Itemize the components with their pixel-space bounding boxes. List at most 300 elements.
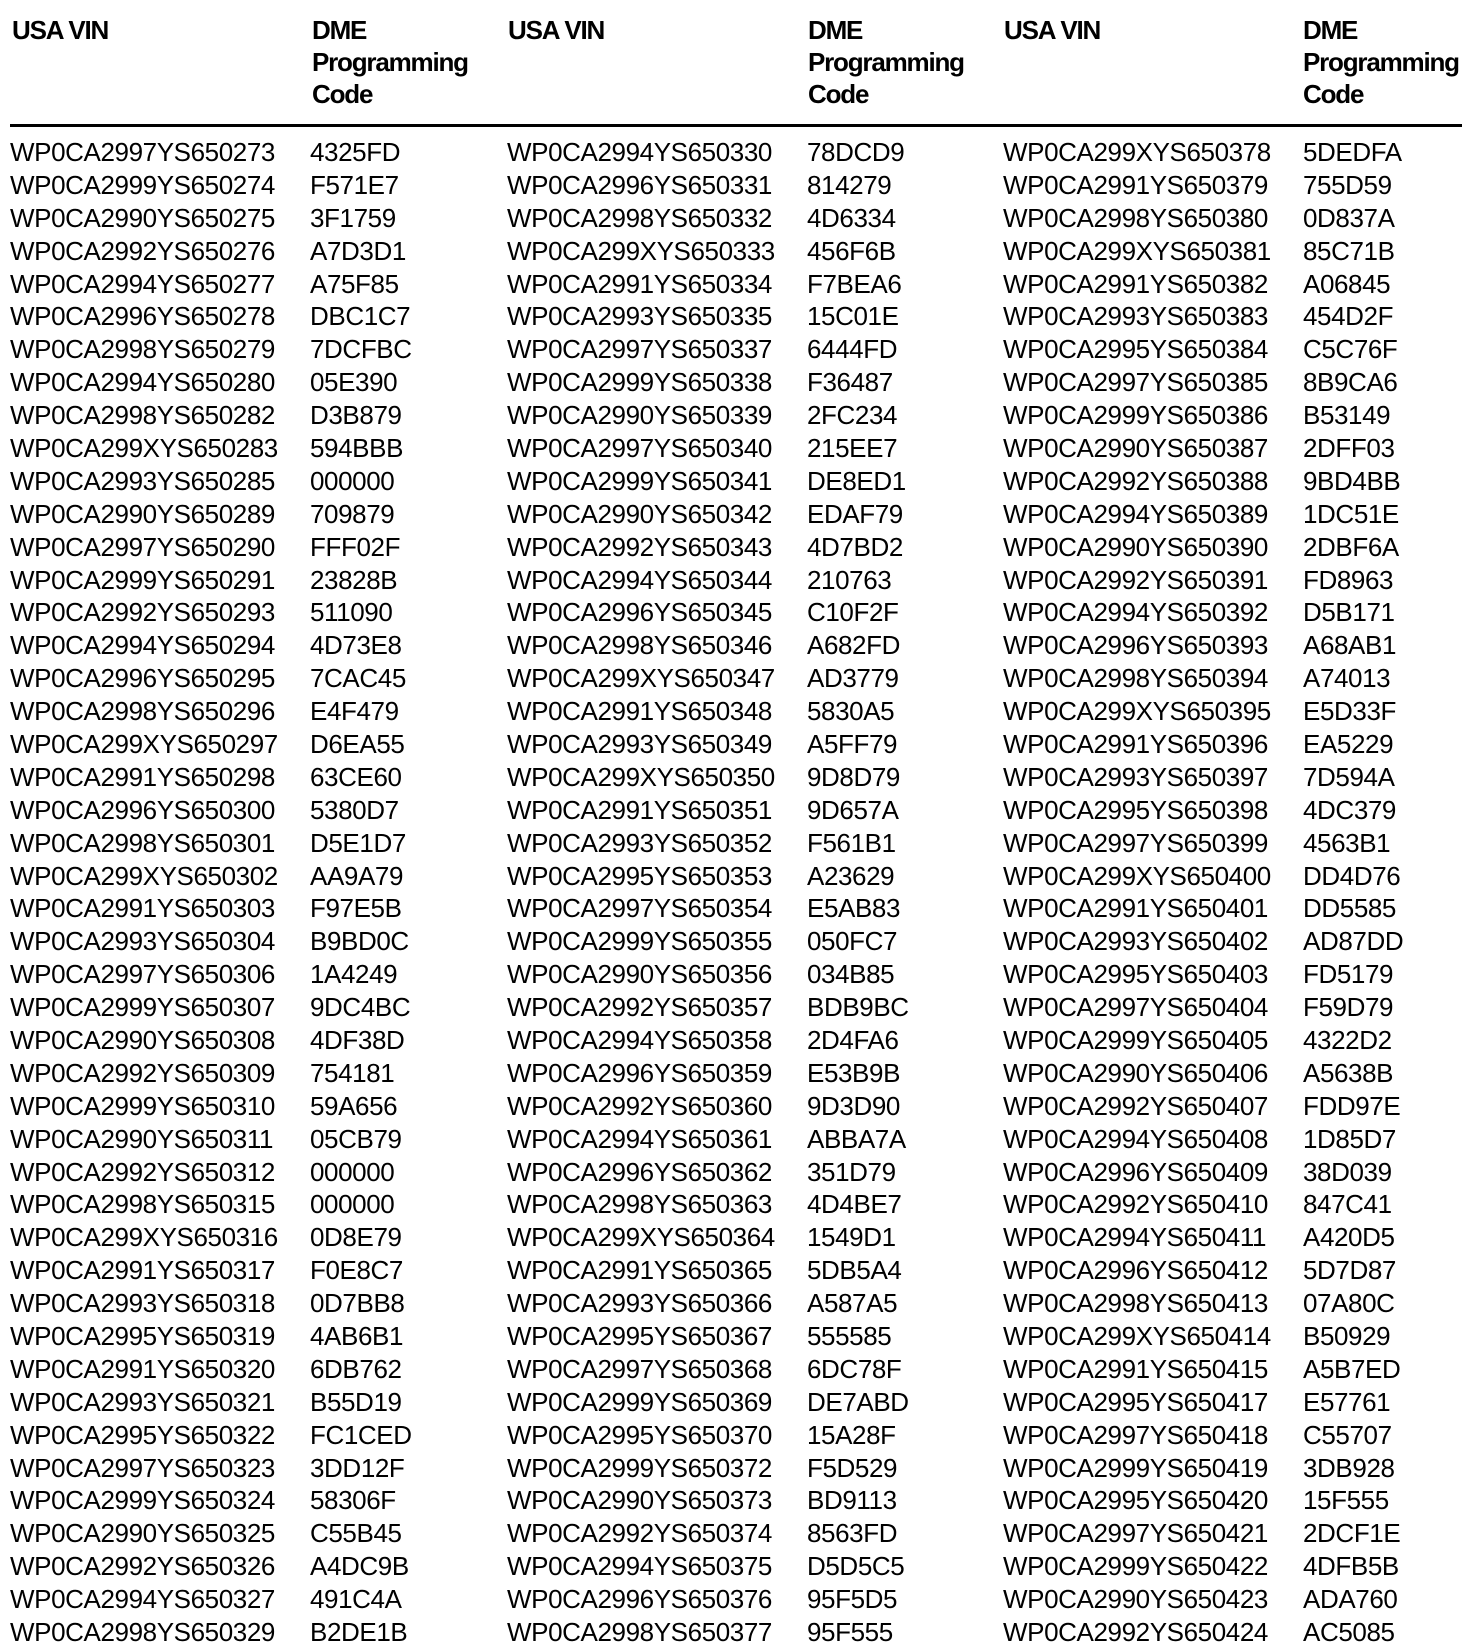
vin-cell: WP0CA2995YS650353 — [507, 860, 772, 891]
table-row — [10, 333, 490, 366]
table-row — [10, 366, 490, 399]
dme-code-cell: 05E390 — [310, 367, 398, 398]
dme-code-cell: B55D19 — [310, 1386, 402, 1417]
vin-cell: WP0CA2993YS650349 — [507, 728, 772, 759]
vin-cell: WP0CA2990YS650423 — [1003, 1584, 1268, 1615]
dme-code-cell: FDD97E — [1303, 1090, 1401, 1121]
table-row — [10, 1583, 490, 1616]
dme-code-cell: F0E8C7 — [310, 1255, 403, 1286]
vin-cell: WP0CA2996YS650409 — [1003, 1156, 1268, 1187]
table-row — [10, 235, 490, 268]
table-row — [1003, 695, 1472, 728]
header-usa-vin: USA VIN — [1004, 15, 1101, 45]
table-row — [1003, 1452, 1472, 1485]
vin-cell: WP0CA2998YS650377 — [507, 1617, 772, 1648]
table-row — [10, 1189, 490, 1222]
table-row — [507, 1189, 987, 1222]
table-row — [1003, 1616, 1472, 1649]
dme-code-cell: 5830A5 — [807, 696, 895, 727]
table-row — [10, 1485, 490, 1518]
dme-code-cell: 814279 — [807, 169, 892, 200]
table-row — [507, 1386, 987, 1419]
vin-cell: WP0CA2998YS650380 — [1003, 202, 1268, 233]
dme-code-cell: 7DCFBC — [310, 334, 412, 365]
dme-code-cell: F59D79 — [1303, 992, 1394, 1023]
dme-code-cell: 2D4FA6 — [807, 1024, 899, 1055]
dme-code-cell: 709879 — [310, 498, 395, 529]
vin-cell: WP0CA2995YS650322 — [10, 1419, 275, 1450]
vin-cell: WP0CA2997YS650337 — [507, 334, 772, 365]
table-row — [507, 991, 987, 1024]
table-row — [1003, 498, 1472, 531]
dme-code-cell: B53149 — [1303, 400, 1391, 431]
table-row — [10, 564, 490, 597]
table-row — [507, 629, 987, 662]
vin-cell: WP0CA2991YS650317 — [10, 1255, 275, 1286]
vin-cell: WP0CA2999YS650419 — [1003, 1452, 1268, 1483]
vin-cell: WP0CA2993YS650402 — [1003, 926, 1268, 957]
vin-cell: WP0CA299XYS650395 — [1003, 696, 1271, 727]
table-row — [10, 1254, 490, 1287]
table-row — [10, 827, 490, 860]
table-row — [1003, 399, 1472, 432]
vin-cell: WP0CA2998YS650394 — [1003, 663, 1268, 694]
table-row — [10, 1386, 490, 1419]
vin-cell: WP0CA2998YS650413 — [1003, 1288, 1268, 1319]
vin-cell: WP0CA299XYS650283 — [10, 432, 278, 463]
dme-code-cell: FC1CED — [310, 1419, 412, 1450]
dme-code-cell: 95F5D5 — [807, 1584, 898, 1615]
table-row — [1003, 1156, 1472, 1189]
vin-cell: WP0CA2993YS650321 — [10, 1386, 275, 1417]
header-dme-programming-code: DME Programming Code — [808, 15, 964, 109]
vin-cell: WP0CA299XYS650381 — [1003, 235, 1271, 266]
dme-code-cell: 5DEDFA — [1303, 136, 1402, 167]
table-row — [507, 892, 987, 925]
table-row — [507, 498, 987, 531]
dme-code-cell: E57761 — [1303, 1386, 1391, 1417]
table-row — [10, 958, 490, 991]
table-row — [507, 1320, 987, 1353]
dme-code-cell: F561B1 — [807, 827, 896, 858]
dme-code-cell: A420D5 — [1303, 1222, 1395, 1253]
vin-cell: WP0CA2999YS650324 — [10, 1485, 275, 1516]
vin-cell: WP0CA299XYS650333 — [507, 235, 775, 266]
table-row — [1003, 531, 1472, 564]
dme-code-cell: 5DB5A4 — [807, 1255, 902, 1286]
header-dme-programming-code: DME Programming Code — [312, 15, 468, 109]
dme-code-cell: 0D8E79 — [310, 1222, 402, 1253]
table-row — [507, 169, 987, 202]
vin-cell: WP0CA2994YS650375 — [507, 1551, 772, 1582]
vin-cell: WP0CA2999YS650310 — [10, 1090, 275, 1121]
table-row — [1003, 991, 1472, 1024]
table-row — [10, 531, 490, 564]
vin-cell: WP0CA2994YS650392 — [1003, 597, 1268, 628]
vin-cell: WP0CA2995YS650417 — [1003, 1386, 1268, 1417]
vin-cell: WP0CA2995YS650420 — [1003, 1485, 1268, 1516]
dme-code-cell: 2DBF6A — [1303, 531, 1399, 562]
table-row — [507, 860, 987, 893]
vin-cell: WP0CA2992YS650374 — [507, 1518, 772, 1549]
dme-code-cell: 9D8D79 — [807, 761, 900, 792]
dme-code-cell: D5D5C5 — [807, 1551, 905, 1582]
table-row — [1003, 827, 1472, 860]
dme-code-cell: 63CE60 — [310, 761, 402, 792]
vin-cell: WP0CA2998YS650329 — [10, 1617, 275, 1648]
dme-code-cell: 000000 — [310, 1189, 395, 1220]
table-row — [10, 465, 490, 498]
dme-code-cell: B2DE1B — [310, 1617, 408, 1648]
table-row — [1003, 629, 1472, 662]
dme-code-cell: D5E1D7 — [310, 827, 406, 858]
vin-cell: WP0CA2992YS650424 — [1003, 1617, 1268, 1648]
dme-code-cell: 511090 — [310, 597, 393, 628]
table-row — [1003, 1320, 1472, 1353]
vin-cell: WP0CA2992YS650276 — [10, 235, 275, 266]
vin-cell: WP0CA2999YS650369 — [507, 1386, 772, 1417]
table-row — [507, 794, 987, 827]
vin-cell: WP0CA299XYS650400 — [1003, 860, 1271, 891]
vin-cell: WP0CA2996YS650345 — [507, 597, 772, 628]
vin-cell: WP0CA2997YS650354 — [507, 893, 772, 924]
dme-code-cell: DE7ABD — [807, 1386, 909, 1417]
dme-code-cell: 847C41 — [1303, 1189, 1392, 1220]
vin-cell: WP0CA2995YS650367 — [507, 1321, 772, 1351]
table-row — [507, 465, 987, 498]
dme-code-cell: 4DC379 — [1303, 794, 1396, 825]
table-row — [1003, 1550, 1472, 1583]
vin-cell: WP0CA2992YS650360 — [507, 1090, 772, 1121]
dme-code-cell: A7D3D1 — [310, 235, 406, 266]
vin-cell: WP0CA299XYS650378 — [1003, 136, 1271, 167]
table-row — [507, 268, 987, 301]
vin-cell: WP0CA2992YS650293 — [10, 597, 275, 628]
dme-code-cell: E5D33F — [1303, 696, 1396, 727]
vin-cell: WP0CA2997YS650399 — [1003, 827, 1268, 858]
vin-cell: WP0CA2991YS650382 — [1003, 268, 1268, 299]
dme-code-cell: 1D85D7 — [1303, 1123, 1396, 1154]
table-row — [507, 827, 987, 860]
dme-code-cell: A5638B — [1303, 1057, 1394, 1088]
vin-cell: WP0CA2998YS650363 — [507, 1189, 772, 1220]
dme-code-cell: 15A28F — [807, 1419, 896, 1450]
dme-code-cell: 594BBB — [310, 432, 404, 463]
vin-cell: WP0CA2992YS650407 — [1003, 1090, 1268, 1121]
vin-cell: WP0CA2999YS650355 — [507, 926, 772, 957]
dme-code-cell: 456F6B — [807, 235, 896, 266]
table-row — [10, 1550, 490, 1583]
vin-cell: WP0CA2997YS650306 — [10, 959, 275, 990]
table-row — [507, 1123, 987, 1156]
vin-cell: WP0CA2994YS650361 — [507, 1123, 772, 1154]
dme-code-cell: 1DC51E — [1303, 498, 1399, 529]
dme-code-cell: B50929 — [1303, 1321, 1391, 1351]
vin-cell: WP0CA2994YS650330 — [507, 136, 772, 167]
vin-cell: WP0CA2990YS650342 — [507, 498, 772, 529]
vin-cell: WP0CA2994YS650280 — [10, 367, 275, 398]
dme-code-cell: A75F85 — [310, 268, 399, 299]
vin-cell: WP0CA2994YS650411 — [1003, 1222, 1267, 1253]
table-row — [507, 1616, 987, 1649]
dme-code-cell: 4DFB5B — [1303, 1551, 1399, 1582]
table-row — [507, 1353, 987, 1386]
dme-code-cell: 050FC7 — [807, 926, 898, 957]
table-row — [507, 1057, 987, 1090]
table-row — [507, 564, 987, 597]
table-row — [1003, 432, 1472, 465]
table-row — [10, 1123, 490, 1156]
dme-code-cell: 15C01E — [807, 301, 899, 332]
vin-cell: WP0CA2990YS650289 — [10, 498, 275, 529]
table-row — [1003, 1386, 1472, 1419]
dme-code-cell: 4D4BE7 — [807, 1189, 902, 1220]
table-row — [10, 1517, 490, 1550]
table-row — [507, 695, 987, 728]
table-row — [1003, 300, 1472, 333]
vin-cell: WP0CA2991YS650379 — [1003, 169, 1268, 200]
dme-code-cell: C5C76F — [1303, 334, 1398, 365]
table-column-block — [1003, 136, 1472, 1649]
dme-code-cell: 454D2F — [1303, 301, 1394, 332]
dme-code-cell: 000000 — [310, 465, 395, 496]
table-row — [1003, 596, 1472, 629]
table-row — [1003, 235, 1472, 268]
dme-code-cell: 4D6334 — [807, 202, 896, 233]
table-row — [10, 1452, 490, 1485]
dme-code-cell: 3F1759 — [310, 202, 396, 233]
vin-cell: WP0CA2996YS650359 — [507, 1057, 772, 1088]
vin-cell: WP0CA2997YS650323 — [10, 1452, 275, 1483]
dme-code-cell: 4DF38D — [310, 1024, 405, 1055]
table-row — [507, 1419, 987, 1452]
dme-code-cell: AC5085 — [1303, 1617, 1395, 1648]
table-row — [1003, 892, 1472, 925]
dme-code-cell: 754181 — [310, 1057, 395, 1088]
dme-code-cell: 9BD4BB — [1303, 465, 1401, 496]
table-row — [1003, 136, 1472, 169]
table-row — [10, 925, 490, 958]
dme-code-cell: F7BEA6 — [807, 268, 902, 299]
vin-cell: WP0CA2996YS650300 — [10, 794, 275, 825]
dme-code-cell: A5B7ED — [1303, 1353, 1401, 1384]
dme-code-cell: 4D73E8 — [310, 630, 402, 661]
dme-code-cell: DBC1C7 — [310, 301, 411, 332]
dme-code-cell: 07A80C — [1303, 1288, 1395, 1319]
table-row — [1003, 465, 1472, 498]
dme-code-cell: ABBA7A — [807, 1123, 906, 1154]
dme-code-cell: D6EA55 — [310, 728, 405, 759]
dme-code-cell: 05CB79 — [310, 1123, 402, 1154]
dme-code-cell: 7CAC45 — [310, 663, 406, 694]
table-row — [1003, 1353, 1472, 1386]
dme-code-cell: 210763 — [807, 564, 892, 595]
table-row — [10, 399, 490, 432]
header-dme-programming-code: DME Programming Code — [1303, 15, 1459, 109]
vin-cell: WP0CA2994YS650327 — [10, 1584, 275, 1615]
vin-cell: WP0CA2998YS650282 — [10, 400, 275, 431]
table-row — [10, 1057, 490, 1090]
dme-code-cell: 5380D7 — [310, 794, 399, 825]
vin-cell: WP0CA2991YS650320 — [10, 1353, 275, 1384]
vin-cell: WP0CA299XYS650364 — [507, 1222, 775, 1253]
table-row — [10, 1320, 490, 1353]
vin-cell: WP0CA2991YS650298 — [10, 761, 275, 792]
vin-cell: WP0CA2992YS650309 — [10, 1057, 275, 1088]
vin-cell: WP0CA2994YS650358 — [507, 1024, 772, 1055]
table-row — [10, 860, 490, 893]
table-row — [1003, 794, 1472, 827]
dme-code-cell: 85C71B — [1303, 235, 1395, 266]
table-row — [507, 761, 987, 794]
vin-cell: WP0CA2994YS650277 — [10, 268, 275, 299]
dme-code-cell: 15F555 — [1303, 1485, 1389, 1516]
table-row — [507, 300, 987, 333]
table-row — [10, 1156, 490, 1189]
vin-cell: WP0CA2990YS650325 — [10, 1518, 275, 1549]
vin-cell: WP0CA2996YS650295 — [10, 663, 275, 694]
table-row — [507, 1024, 987, 1057]
table-row — [1003, 268, 1472, 301]
vin-cell: WP0CA2993YS650397 — [1003, 761, 1268, 792]
vin-cell: WP0CA2996YS650412 — [1003, 1255, 1268, 1286]
dme-code-cell: 8B9CA6 — [1303, 367, 1398, 398]
table-row — [507, 235, 987, 268]
vin-cell: WP0CA2990YS650356 — [507, 959, 772, 990]
table-row — [1003, 958, 1472, 991]
table-row — [507, 728, 987, 761]
vin-cell: WP0CA2997YS650290 — [10, 531, 275, 562]
table-row — [507, 202, 987, 235]
table-row — [1003, 662, 1472, 695]
dme-code-cell: 78DCD9 — [807, 136, 905, 167]
vin-cell: WP0CA2999YS650405 — [1003, 1024, 1268, 1055]
vin-cell: WP0CA2997YS650368 — [507, 1353, 772, 1384]
dme-code-cell: 6DB762 — [310, 1353, 402, 1384]
vin-cell: WP0CA2999YS650386 — [1003, 400, 1268, 431]
dme-code-cell: 0D837A — [1303, 202, 1395, 233]
table-row — [1003, 1024, 1472, 1057]
table-row — [1003, 1123, 1472, 1156]
vin-cell: WP0CA2992YS650343 — [507, 531, 772, 562]
dme-code-cell: 4325FD — [310, 136, 401, 167]
dme-code-cell: A68AB1 — [1303, 630, 1397, 661]
table-row — [1003, 1287, 1472, 1320]
table-row — [10, 991, 490, 1024]
table-row — [1003, 1254, 1472, 1287]
table-row — [10, 1221, 490, 1254]
table-row — [10, 761, 490, 794]
table-row — [507, 136, 987, 169]
vin-cell: WP0CA2993YS650304 — [10, 926, 275, 957]
vin-cell: WP0CA2990YS650387 — [1003, 432, 1268, 463]
table-column-block — [10, 136, 490, 1649]
table-row — [507, 1254, 987, 1287]
table-row — [1003, 860, 1472, 893]
table-row — [507, 1517, 987, 1550]
table-row — [507, 1221, 987, 1254]
table-row — [1003, 1517, 1472, 1550]
dme-code-cell: 38D039 — [1303, 1156, 1392, 1187]
table-row — [10, 892, 490, 925]
dme-code-cell: DE8ED1 — [807, 465, 906, 496]
table-row — [507, 596, 987, 629]
vin-cell: WP0CA2998YS650279 — [10, 334, 275, 365]
dme-code-cell: E53B9B — [807, 1057, 901, 1088]
dme-code-cell: FD5179 — [1303, 959, 1394, 990]
vin-cell: WP0CA2990YS650390 — [1003, 531, 1268, 562]
dme-code-cell: C10F2F — [807, 597, 899, 628]
vin-cell: WP0CA2997YS650340 — [507, 432, 772, 463]
vin-cell: WP0CA2991YS650351 — [507, 794, 772, 825]
vin-cell: WP0CA2990YS650275 — [10, 202, 275, 233]
dme-code-cell: C55B45 — [310, 1518, 402, 1549]
table-row — [507, 1090, 987, 1123]
dme-code-cell: FFF02F — [310, 531, 401, 562]
table-row — [1003, 1583, 1472, 1616]
table-row — [507, 333, 987, 366]
table-row — [10, 1353, 490, 1386]
vin-cell: WP0CA299XYS650414 — [1003, 1321, 1271, 1351]
dme-code-cell: D3B879 — [310, 400, 402, 431]
table-row — [1003, 169, 1472, 202]
dme-code-cell: 59A656 — [310, 1090, 398, 1121]
vin-cell: WP0CA2996YS650362 — [507, 1156, 772, 1187]
table-row — [10, 268, 490, 301]
vin-cell: WP0CA2991YS650348 — [507, 696, 772, 727]
dme-code-cell: C55707 — [1303, 1419, 1392, 1450]
table-row — [10, 596, 490, 629]
table-row — [507, 1550, 987, 1583]
dme-code-cell: BDB9BC — [807, 992, 909, 1023]
vin-cell: WP0CA2991YS650303 — [10, 893, 275, 924]
vin-cell: WP0CA2992YS650410 — [1003, 1189, 1268, 1220]
table-row — [10, 728, 490, 761]
dme-code-cell: 23828B — [310, 564, 398, 595]
vin-cell: WP0CA2994YS650294 — [10, 630, 275, 661]
table-row — [10, 794, 490, 827]
dme-code-cell: 491C4A — [310, 1584, 402, 1615]
vin-cell: WP0CA2999YS650274 — [10, 169, 275, 200]
vin-cell: WP0CA2991YS650365 — [507, 1255, 772, 1286]
dme-code-cell: 2DFF03 — [1303, 432, 1395, 463]
dme-code-cell: DD4D76 — [1303, 860, 1401, 891]
table-row — [1003, 1057, 1472, 1090]
vin-cell: WP0CA299XYS650350 — [507, 761, 775, 792]
dme-code-cell: 1A4249 — [310, 959, 398, 990]
dme-code-cell: 2FC234 — [807, 400, 898, 431]
vin-cell: WP0CA2993YS650383 — [1003, 301, 1268, 332]
dme-code-cell: ADA760 — [1303, 1584, 1398, 1615]
table-row — [1003, 1419, 1472, 1452]
vin-cell: WP0CA2995YS650398 — [1003, 794, 1268, 825]
table-row — [10, 432, 490, 465]
vin-cell: WP0CA2999YS650372 — [507, 1452, 772, 1483]
dme-code-cell: 6DC78F — [807, 1353, 902, 1384]
vin-cell: WP0CA299XYS650302 — [10, 860, 278, 891]
vin-cell: WP0CA2998YS650332 — [507, 202, 772, 233]
vin-cell: WP0CA2992YS650391 — [1003, 564, 1268, 595]
vin-cell: WP0CA2994YS650389 — [1003, 498, 1268, 529]
vin-cell: WP0CA2990YS650373 — [507, 1485, 772, 1516]
table-row — [1003, 366, 1472, 399]
table-row — [507, 399, 987, 432]
vin-cell: WP0CA2999YS650341 — [507, 465, 772, 496]
vin-cell: WP0CA2993YS650285 — [10, 465, 275, 496]
dme-code-cell: 4D7BD2 — [807, 531, 903, 562]
vin-cell: WP0CA2990YS650406 — [1003, 1057, 1268, 1088]
dme-code-cell: 3DD12F — [310, 1452, 405, 1483]
